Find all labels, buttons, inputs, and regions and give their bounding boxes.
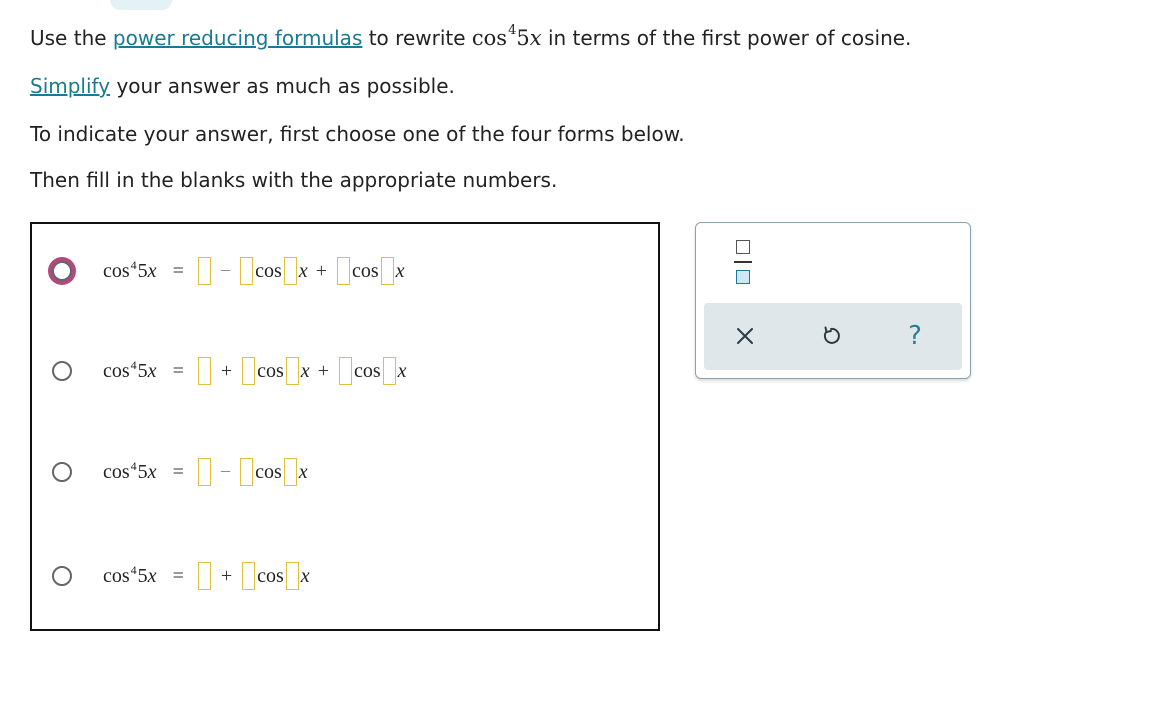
prompt-line-3: To indicate your answer, first choose one of the four forms below. (30, 122, 685, 146)
power-reducing-formulas-link[interactable]: power reducing formulas (112, 26, 363, 50)
equation-b: cos $^4$ 5 x = + cos x + cos x (103, 357, 407, 385)
radio-option-c[interactable] (52, 462, 72, 482)
blank-input[interactable] (286, 562, 299, 590)
equation-a: cos $^4$ 5 x = − cos x + cos x (103, 257, 405, 285)
simplify-link[interactable]: Simplify (30, 74, 111, 98)
blank-input[interactable] (242, 357, 255, 385)
blank-input[interactable] (286, 357, 299, 385)
blank-input[interactable] (240, 458, 253, 486)
math-tool-panel (695, 222, 971, 379)
equation-c: cos $^4$ 5 x = − cos x (103, 458, 308, 486)
radio-option-a[interactable] (52, 261, 72, 281)
prompt-line-2: Simplify your answer as much as possible. (30, 74, 455, 98)
help-icon[interactable]: ? (908, 321, 922, 351)
blank-input[interactable] (284, 257, 297, 285)
answer-option-d[interactable] (52, 556, 310, 596)
radio-option-d[interactable] (52, 566, 72, 586)
answer-option-b[interactable] (52, 351, 407, 391)
blank-input[interactable] (383, 357, 396, 385)
prompt-line-4: Then fill in the blanks with the appropriate numbers. (30, 168, 558, 192)
action-bar (704, 303, 962, 370)
blank-input[interactable] (198, 458, 211, 486)
blank-input[interactable] (339, 357, 352, 385)
prompt-line-1: Use the power reducing formulas to rewrite $\cos^45x$ in terms of the first power of cosine. (30, 23, 912, 50)
answer-forms-box (30, 222, 660, 631)
blank-input[interactable] (198, 562, 211, 590)
undo-icon[interactable] (816, 320, 846, 352)
equation-d: cos $^4$ 5 x = + cos x (103, 562, 310, 590)
blank-input[interactable] (242, 562, 255, 590)
blank-input[interactable] (198, 257, 211, 285)
blank-input[interactable] (284, 458, 297, 486)
top-tab-decoration (110, 0, 172, 10)
answer-option-c[interactable] (52, 452, 308, 492)
prompt-expression: $\cos^45x$ (471, 23, 542, 50)
answer-option-a[interactable] (52, 251, 405, 291)
blank-input[interactable] (337, 257, 350, 285)
fraction-icon[interactable] (731, 240, 755, 284)
radio-option-b[interactable] (52, 361, 72, 381)
blank-input[interactable] (240, 257, 253, 285)
close-icon[interactable] (730, 320, 760, 352)
blank-input[interactable] (381, 257, 394, 285)
blank-input[interactable] (198, 357, 211, 385)
